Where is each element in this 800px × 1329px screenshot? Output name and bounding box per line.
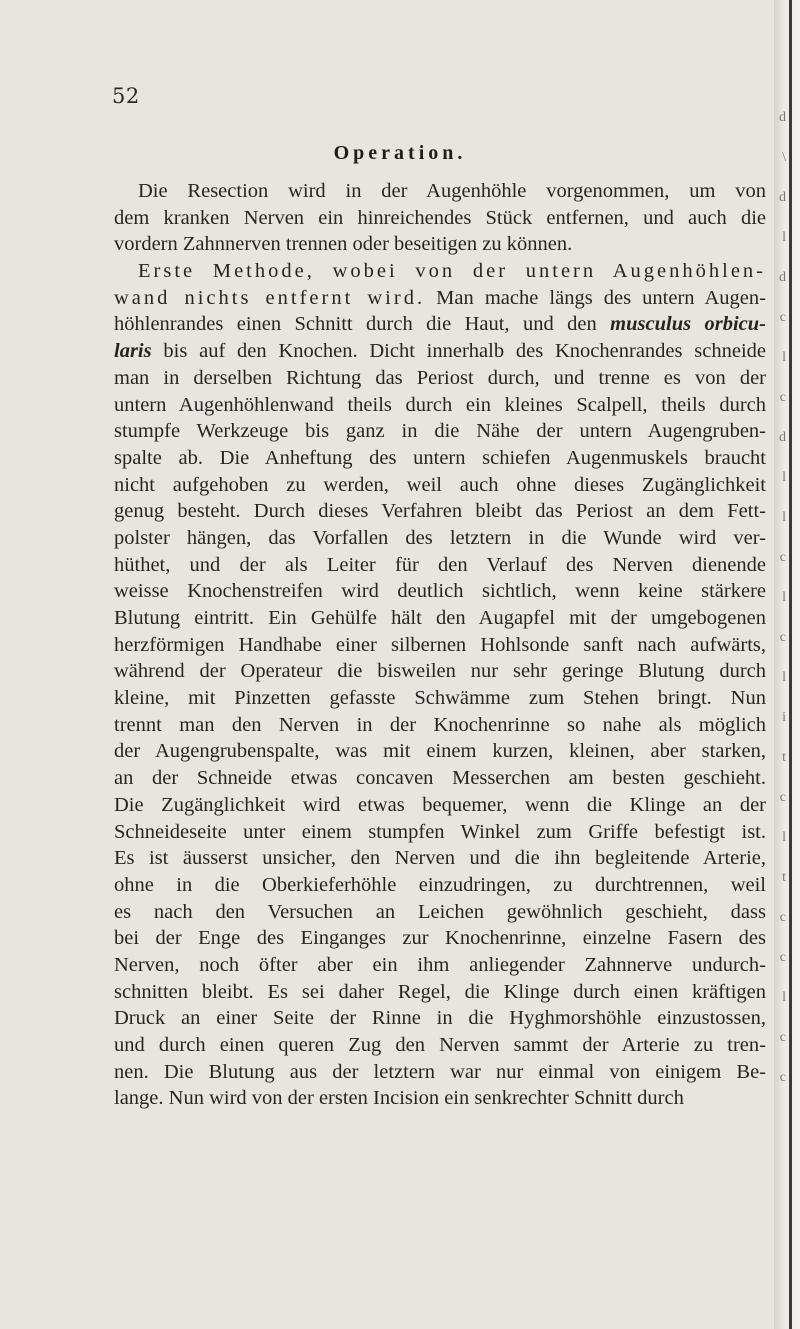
- text-segment: lange. Nun wird von der ersten Incision ein senkrechter Schnitt durch: [114, 1087, 684, 1110]
- text-segment: ohne in die Oberkieferhöhle einzudringen, zu durchtrennen, weil: [114, 873, 766, 896]
- text-line: [114, 338, 766, 365]
- text-segment: Die Zugänglichkeit wird etwas bequemer, wenn die Klinge an der: [114, 793, 766, 816]
- text-segment: Schneideseite unter einem stumpfen Winkel zum Griffe befestigt ist.: [114, 820, 766, 843]
- text-segment: untern Augenhöhlenwand theils durch ein kleines Scalpell, theils durch: [114, 393, 766, 416]
- edge-letter: c: [779, 1070, 786, 1085]
- edge-letter: c: [779, 550, 786, 565]
- text-line: [114, 311, 766, 338]
- text-segment: dem kranken Nerven ein hinreichendes Stück entfernen, und auch die: [114, 206, 766, 229]
- text-line: [114, 819, 766, 846]
- text-segment: es nach den Versuchen an Leichen gewöhnlich geschieht, dass: [114, 900, 766, 923]
- text-line: [114, 792, 766, 819]
- text-line: [114, 1085, 766, 1112]
- text-line: [114, 738, 766, 765]
- edge-letter: l: [782, 230, 786, 245]
- text-line: [114, 685, 766, 712]
- text-line: [114, 765, 766, 792]
- edge-letter: d: [779, 190, 786, 205]
- section-heading: Operation.: [333, 142, 467, 164]
- edge-letter: c: [779, 390, 786, 405]
- edge-letter: t: [782, 750, 786, 765]
- text-line: [114, 418, 766, 445]
- text-line: [114, 578, 766, 605]
- text-segment: an der Schneide etwas concaven Messerchen am besten geschieht.: [114, 767, 766, 790]
- edge-letter: i: [782, 710, 786, 725]
- edge-letter: c: [779, 910, 786, 925]
- edge-letter: d: [779, 270, 786, 285]
- text-segment: der Augengrubenspalte, was mit einem kurzen, kleinen, aber starken,: [114, 740, 766, 763]
- edge-letter: c: [779, 630, 786, 645]
- text-segment: herzförmigen Handhabe einer silbernen Hohlsonde sanft nach aufwärts,: [114, 633, 766, 656]
- edge-letter: l: [782, 470, 786, 485]
- text-segment: Nerven, noch öfter aber ein ihm anliegender Zahnnerve undurch-: [114, 953, 766, 976]
- text-segment: hüthet, und der als Leiter für den Verlauf des Nerven dienende: [114, 553, 766, 576]
- emphasized-text: wand nichts entfernt wird.: [114, 286, 426, 309]
- text-segment: polster hängen, das Vorfallen des letztern in die Wunde wird ver-: [114, 526, 766, 549]
- body-text: [114, 178, 766, 1112]
- text-line: [114, 712, 766, 739]
- text-line: [114, 205, 766, 232]
- edge-letter: \: [782, 150, 786, 165]
- text-segment: nicht aufgehoben zu werden, weil auch ohne dieses Zugänglichkeit: [114, 473, 766, 496]
- text-segment: Man mache längs des untern Augen-: [425, 286, 766, 309]
- text-line: [114, 658, 766, 685]
- text-line: [114, 899, 766, 926]
- text-line: [114, 605, 766, 632]
- page-edge-shadow: [789, 0, 792, 1329]
- edge-letter: l: [782, 510, 786, 525]
- text-line: [114, 231, 766, 258]
- text-line: [114, 552, 766, 579]
- edge-letter: d: [779, 110, 786, 125]
- text-line: [114, 178, 766, 205]
- text-line: [114, 258, 766, 285]
- text-line: [114, 365, 766, 392]
- text-line: [114, 632, 766, 659]
- text-line: [114, 979, 766, 1006]
- edge-letter: l: [782, 670, 786, 685]
- edge-letter: c: [779, 310, 786, 325]
- edge-letter: d: [779, 430, 786, 445]
- edge-letter: t: [782, 870, 786, 885]
- text-line: [114, 872, 766, 899]
- latin-term: laris: [114, 340, 152, 363]
- text-segment: Blutung eintritt. Ein Gehülfe hält den Augapfel mit der umgebogenen: [114, 607, 766, 629]
- text-line: [114, 445, 766, 472]
- text-segment: höhlenrandes einen Schnitt durch die Haut, und den: [114, 313, 611, 336]
- edge-letter: c: [779, 950, 786, 965]
- text-segment: und durch einen queren Zug den Nerven sammt der Arterie zu tren-: [114, 1034, 766, 1056]
- text-line: [114, 1032, 766, 1059]
- text-line: [114, 285, 766, 312]
- page-gutter-edge: [774, 0, 800, 1329]
- edge-letter: l: [782, 590, 786, 605]
- text-segment: genug besteht. Durch dieses Verfahren bleibt das Periost an dem Fett-: [114, 500, 766, 523]
- emphasized-text: Erste Methode, wobei von der untern Augenhöhlen-: [138, 260, 766, 283]
- edge-letter: l: [782, 990, 786, 1005]
- text-segment: Druck an einer Seite der Rinne in die Hyghmorshöhle einzustossen,: [114, 1007, 766, 1030]
- latin-term: musculus orbicu-: [610, 313, 766, 336]
- text-line: [114, 925, 766, 952]
- text-segment: Die Resection wird in der Augenhöhle vorgenommen, um von: [138, 180, 766, 202]
- page-number: 52: [112, 84, 140, 108]
- text-segment: weisse Knochenstreifen wird deutlich sichtlich, wenn keine stärkere: [114, 580, 766, 603]
- text-segment: trennt man den Nerven in der Knochenrinne so nahe als möglich: [114, 713, 766, 736]
- text-line: [114, 952, 766, 979]
- edge-letter: c: [779, 1030, 786, 1045]
- text-segment: vordern Zahnnerven trennen oder beseitigen zu können.: [114, 233, 573, 256]
- text-segment: stumpfe Werkzeuge bis ganz in die Nähe der untern Augengruben-: [114, 420, 766, 443]
- text-line: [114, 845, 766, 872]
- text-line: [114, 498, 766, 525]
- text-segment: bis auf den Knochen. Dicht innerhalb des Knochenrandes schneide: [151, 340, 766, 363]
- text-line: [114, 392, 766, 419]
- text-segment: kleine, mit Pinzetten gefasste Schwämme zum Stehen bringt. Nun: [114, 687, 766, 710]
- text-segment: nen. Die Blutung aus der letztern war nur einmal von einigem Be-: [114, 1060, 766, 1083]
- text-line: [114, 472, 766, 499]
- text-segment: spalte ab. Die Anheftung des untern schiefen Augenmuskels braucht: [114, 446, 766, 469]
- edge-letter: l: [782, 830, 786, 845]
- text-segment: schnitten bleibt. Es sei daher Regel, die Klinge durch einen kräftigen: [114, 980, 766, 1003]
- edge-letter: c: [779, 790, 786, 805]
- text-line: [114, 1059, 766, 1086]
- text-line: [114, 1005, 766, 1032]
- text-segment: während der Operateur die bisweilen nur sehr geringe Blutung durch: [114, 660, 766, 683]
- text-segment: Es ist äusserst unsicher, den Nerven und die ihn begleitende Arterie,: [114, 847, 766, 870]
- text-segment: bei der Enge des Einganges zur Knochenrinne, einzelne Fasern des: [114, 927, 766, 950]
- edge-letter: l: [782, 350, 786, 365]
- text-segment: man in derselben Richtung das Periost durch, und trenne es von der: [114, 366, 766, 389]
- text-line: [114, 525, 766, 552]
